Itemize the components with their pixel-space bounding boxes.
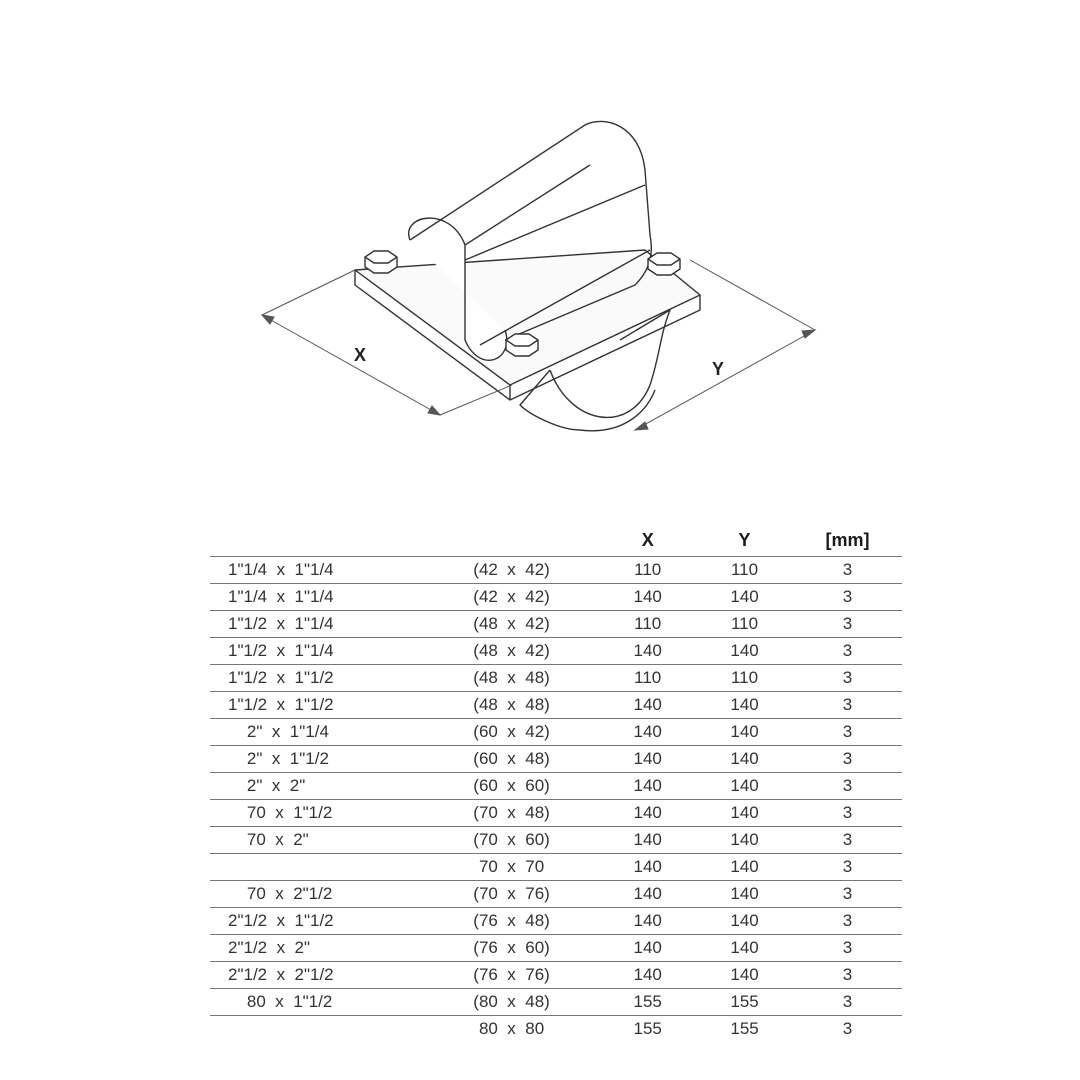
header-y: Y: [696, 524, 793, 557]
cell-thickness: 3: [793, 908, 902, 935]
cell-size-mm: (76 x 60): [424, 935, 599, 962]
cell-size-inch: 2" x 2": [210, 773, 424, 800]
cell-size-mm: (42 x 42): [424, 584, 599, 611]
cell-size-mm: 70 x 70: [424, 854, 599, 881]
cell-size-mm: (60 x 48): [424, 746, 599, 773]
cell-dim-y: 155: [696, 989, 793, 1016]
cell-size-mm: (48 x 42): [424, 638, 599, 665]
table-row: [210, 800, 902, 827]
cell-size-inch: 1"1/4 x 1"1/4: [210, 584, 424, 611]
cell-dim-x: 140: [599, 881, 696, 908]
cell-size-mm: (70 x 76): [424, 881, 599, 908]
cell-size-mm: (76 x 76): [424, 962, 599, 989]
cell-size-mm: 80 x 80: [478, 1019, 545, 1038]
cell-dim-y: 140: [696, 692, 793, 719]
table-row: [210, 611, 902, 638]
cell-size-inch: 70 x 1"1/2: [210, 800, 424, 827]
header-x: X: [599, 524, 696, 557]
cell-thickness: 3: [793, 746, 902, 773]
cell-thickness: 3: [842, 1019, 853, 1038]
cell-dim-y: 110: [696, 557, 793, 584]
cell-dim-x: 140: [599, 908, 696, 935]
table-row: [210, 638, 902, 665]
dimension-y-line: [635, 330, 815, 430]
dimension-y-label: Y: [712, 359, 725, 379]
cell-thickness: 3: [793, 557, 902, 584]
bolt-icon: [506, 334, 538, 356]
table-row: [210, 773, 902, 800]
cell-dim-x: 140: [599, 800, 696, 827]
cell-thickness: 3: [793, 584, 902, 611]
cell-size-mm: (70 x 48): [424, 800, 599, 827]
table-row: [210, 908, 902, 935]
cell-dim-x: 140: [599, 584, 696, 611]
cell-dim-x: 140: [599, 638, 696, 665]
cell-thickness: 3: [793, 881, 902, 908]
cell-dim-y: 140: [696, 881, 793, 908]
cell-size-inch: 2"1/2 x 2"1/2: [210, 962, 424, 989]
cell-thickness: 3: [793, 638, 902, 665]
table-row: [210, 854, 902, 881]
cell-size-mm: (70 x 60): [424, 827, 599, 854]
table-row: [210, 557, 902, 584]
cell-dim-y: 140: [696, 638, 793, 665]
table-row: [210, 962, 902, 989]
cell-size-inch: 1"1/4 x 1"1/4: [210, 557, 424, 584]
cell-thickness: 3: [793, 773, 902, 800]
cell-dim-y: 140: [696, 854, 793, 881]
table-row: [210, 665, 902, 692]
table-row: [210, 881, 902, 908]
cell-size-inch: 1"1/2 x 1"1/4: [210, 611, 424, 638]
cell-size-inch: 1"1/2 x 1"1/2: [210, 665, 424, 692]
table-row: [210, 692, 902, 719]
cell-thickness: 3: [793, 935, 902, 962]
cell-dim-x: 110: [599, 557, 696, 584]
cell-thickness: 3: [793, 611, 902, 638]
cell-dim-y: 110: [696, 611, 793, 638]
cell-dim-y: 140: [696, 827, 793, 854]
table-row: [210, 719, 902, 746]
table-row: [210, 1016, 902, 1043]
cell-size-mm: (80 x 48): [424, 989, 599, 1016]
cell-size-inch: 70 x 2"1/2: [210, 881, 424, 908]
cell-dim-x: 140: [599, 692, 696, 719]
cell-size-inch: 1"1/2 x 1"1/2: [210, 692, 424, 719]
cell-dim-y: 155: [730, 1019, 759, 1038]
cell-size-inch: [210, 854, 424, 881]
dimension-x-line: [262, 315, 440, 415]
cell-thickness: 3: [793, 665, 902, 692]
cell-size-mm: (48 x 42): [424, 611, 599, 638]
dimension-x-label: X: [354, 345, 367, 365]
cell-dim-y: 140: [696, 773, 793, 800]
cell-dim-y: 110: [696, 665, 793, 692]
cell-size-inch: 2" x 1"1/2: [210, 746, 424, 773]
table-row: [210, 746, 902, 773]
cell-dim-x: 140: [599, 854, 696, 881]
cell-thickness: 3: [793, 989, 902, 1016]
dimension-table: [210, 524, 902, 1042]
cell-size-inch: 1"1/2 x 1"1/4: [210, 638, 424, 665]
header-unit: [mm]: [793, 524, 902, 557]
cell-size-inch: 2"1/2 x 1"1/2: [210, 908, 424, 935]
cell-dim-y: 140: [696, 746, 793, 773]
cell-size-mm: (60 x 60): [424, 773, 599, 800]
header-mm: [424, 524, 599, 557]
cell-size-mm: (76 x 48): [424, 908, 599, 935]
cell-dim-x: 140: [599, 827, 696, 854]
cell-dim-y: 140: [696, 800, 793, 827]
cell-size-mm: (60 x 42): [424, 719, 599, 746]
cell-dim-x: 140: [599, 962, 696, 989]
cell-dim-y: 140: [696, 584, 793, 611]
bolt-icon: [648, 253, 680, 275]
table-header-row: [210, 524, 902, 557]
cell-dim-y: 140: [696, 962, 793, 989]
cell-size-inch: 70 x 2": [210, 827, 424, 854]
cell-thickness: 3: [793, 800, 902, 827]
bolt-icon: [365, 251, 397, 273]
cell-size-inch: 2" x 1"1/4: [210, 719, 424, 746]
base-plate: [355, 250, 700, 385]
cell-dim-x: 155: [633, 1019, 662, 1038]
cell-dim-x: 110: [599, 611, 696, 638]
cell-size-mm: (48 x 48): [424, 692, 599, 719]
cell-thickness: 3: [793, 962, 902, 989]
table-row: [210, 935, 902, 962]
cell-size-inch: 2"1/2 x 2": [210, 935, 424, 962]
cell-thickness: 3: [793, 854, 902, 881]
cell-thickness: 3: [793, 719, 902, 746]
header-inch: [210, 524, 424, 557]
cell-dim-y: 140: [696, 719, 793, 746]
cell-size-inch: [210, 1016, 424, 1043]
cell-thickness: 3: [793, 692, 902, 719]
cell-dim-y: 140: [696, 908, 793, 935]
cell-dim-x: 140: [599, 773, 696, 800]
cell-dim-x: 110: [599, 665, 696, 692]
table-row: [210, 989, 902, 1016]
cell-size-mm: (48 x 48): [424, 665, 599, 692]
cell-dim-x: 140: [599, 719, 696, 746]
cell-dim-y: 140: [696, 935, 793, 962]
table-row: [210, 827, 902, 854]
cell-size-mm: (42 x 42): [424, 557, 599, 584]
cell-size-inch: 80 x 1"1/2: [210, 989, 424, 1016]
cell-dim-x: 140: [599, 935, 696, 962]
clamp-drawing: [250, 85, 850, 485]
cell-dim-x: 155: [599, 989, 696, 1016]
cell-dim-x: 140: [599, 746, 696, 773]
cell-thickness: 3: [793, 827, 902, 854]
table-row: [210, 584, 902, 611]
lower-shell-edge: [520, 370, 580, 430]
